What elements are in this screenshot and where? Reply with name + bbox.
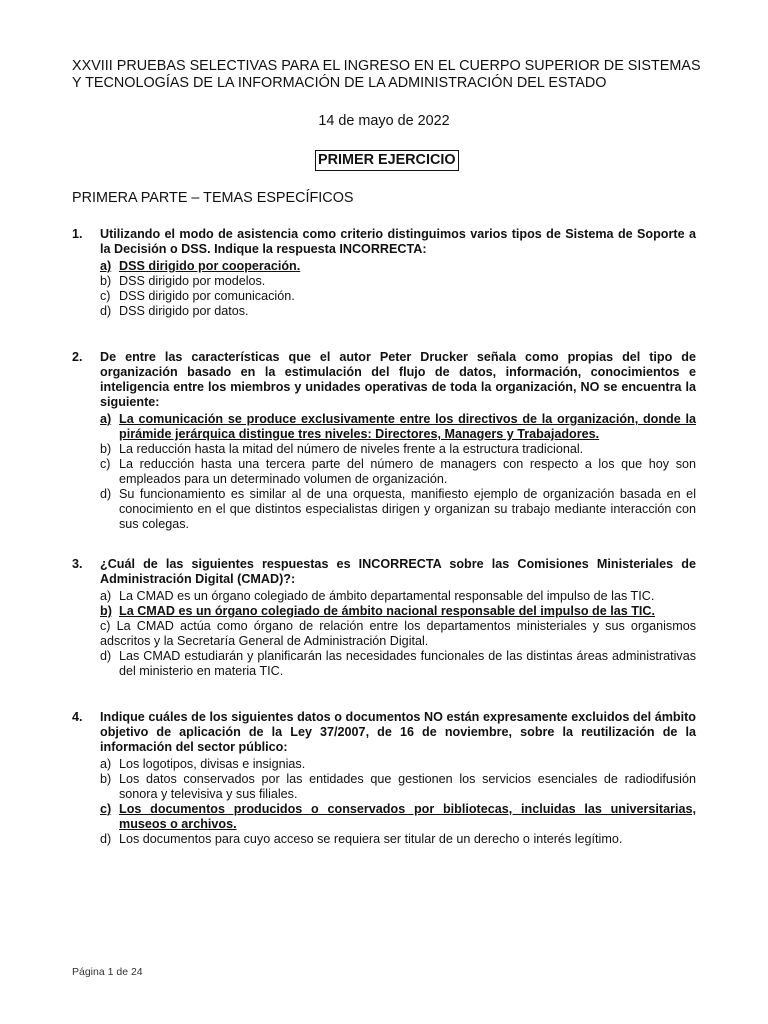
question-number: 4. — [72, 710, 83, 724]
question-text: Indique cuáles de los siguientes datos o documentos NO están expresamente excluidos del ámbito objetivo de aplicación de la Ley 37/2007, de 16 de noviembre, sobre la reutilización de la información del sector público: — [100, 710, 696, 754]
answer-option-b: b) La CMAD es un órgano colegiado de ámbito nacional responsable del impulso de las TIC. — [100, 604, 656, 618]
header-line-2: Y TECNOLOGÍAS DE LA INFORMACIÓN DE LA ADMINISTRACIÓN DEL ESTADO — [72, 74, 607, 91]
answer-options — [100, 259, 696, 319]
header-line-1: XXVIII PRUEBAS SELECTIVAS PARA EL INGRESO EN EL CUERPO SUPERIOR DE SISTEMAS — [72, 58, 701, 74]
answer-option-a: a) La CMAD es un órgano colegiado de ámbito departamental responsable del impulso de las TIC. — [100, 589, 655, 603]
question-text: ¿Cuál de las siguientes respuestas es INCORRECTA sobre las Comisiones Ministeriales de Administración Digital (CMAD)?: — [100, 557, 696, 586]
answer-option-a: a) La comunicación se produce exclusivamente entre los directivos de la organización, donde la pirámide jerárquica distingue tres niveles: Directores, Managers y Trabajadores. — [100, 412, 696, 441]
question-text: De entre las características que el autor Peter Drucker señala como propias del tipo de organización basado en la estimulación del flujo de datos, información, conocimientos e inteligencia entre los miembros y unidades operativas de toda la organización, NO se encuentra la siguiente: — [100, 350, 696, 409]
answer-options — [100, 412, 696, 532]
answer-option-a: a) DSS dirigido por cooperación. — [100, 259, 301, 273]
question-3 — [72, 557, 696, 679]
exam-header — [72, 58, 702, 91]
part-title: PRIMERA PARTE – TEMAS ESPECÍFICOS — [72, 190, 354, 206]
answer-option-b: b) La reducción hasta la mitad del número de niveles frente a la estructura tradicional. — [100, 442, 584, 456]
question-2 — [72, 350, 696, 532]
exam-date: 14 de mayo de 2022 — [318, 113, 450, 129]
answer-option-c: c) Los documentos producidos o conservados por bibliotecas, incluidas las universitarias, museos o archivos. — [100, 802, 696, 831]
answer-options — [100, 757, 696, 847]
answer-option-c: c) La reducción hasta una tercera parte del número de managers con respecto a los que hoy son empleados para un determinado volumen de organización. — [100, 457, 696, 486]
page-number: Página 1 de 24 — [72, 966, 143, 978]
question-1 — [72, 227, 696, 319]
answer-option-a: a) Los logotipos, divisas e insignias. — [100, 757, 306, 771]
answer-option-c: c) La CMAD actúa como órgano de relación entre los departamentos ministeriales y sus organismos adscritos y la Secretaría General de Administración Digital. — [100, 619, 697, 648]
answer-option-c: c) DSS dirigido por comunicación. — [100, 289, 295, 303]
question-text: Utilizando el modo de asistencia como criterio distinguimos varios tipos de Sistema de Soporte a la Decisión o DSS. Indique la respuesta INCORRECTA: — [100, 227, 696, 256]
answer-option-d: d) Las CMAD estudiarán y planificarán las necesidades funcionales de las distintas áreas administrativas del ministerio en materia TIC. — [100, 649, 696, 678]
answer-option-d: d) Los documentos para cuyo acceso se requiera ser titular de un derecho o interés legítimo. — [100, 832, 623, 846]
question-number: 1. — [72, 227, 83, 241]
question-number: 3. — [72, 557, 83, 571]
answer-option-d: d) Su funcionamiento es similar al de una orquesta, manifiesto ejemplo de organización basada en el conocimiento en el que distintos especialistas dirigen y organizan su trabajo mediante interacción con sus colegas. — [100, 487, 696, 531]
answer-options — [100, 589, 696, 679]
question-4 — [72, 710, 696, 847]
question-number: 2. — [72, 350, 83, 364]
answer-option-b: b) DSS dirigido por modelos. — [100, 274, 266, 288]
answer-option-d: d) DSS dirigido por datos. — [100, 304, 249, 318]
exercise-title: PRIMER EJERCICIO — [315, 150, 459, 171]
answer-option-b: b) Los datos conservados por las entidades que gestionen los servicios esenciales de radiodifusión sonora y televisiva y sus filiales. — [100, 772, 696, 801]
